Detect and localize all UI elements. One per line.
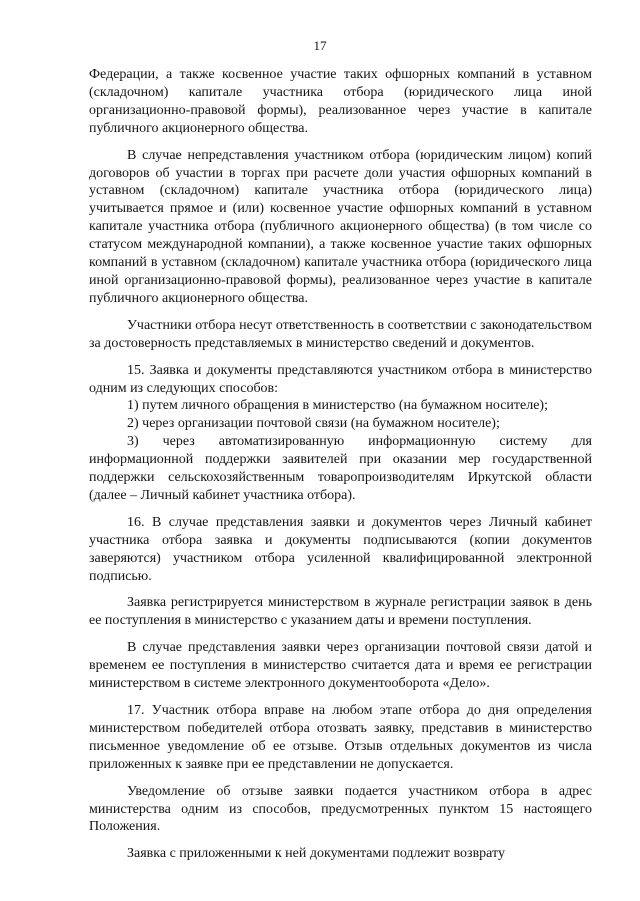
paragraph-15-method-1: 1) путем личного обращения в министерство (на бумажном носителе); — [127, 398, 548, 414]
page-number: 17 — [313, 38, 327, 53]
paragraph-17-withdrawal: 17. Участник отбора вправе на любом этапе отбора до дня определения министерством победителей отбора отозвать заявку, представив в министерство письменное уведомление об ее отзыве. Отзыв отдельных документов из числа приложенных к заявке при ее представлении не допускается. — [89, 703, 592, 772]
paragraph-15-submission: 15. Заявка и документы представляются участником отбора в министерство одним из следующих способов: — [89, 362, 592, 396]
paragraph-16-electronic: 16. В случае представления заявки и документов через Личный кабинет участника отбора заявка и документы подписываются (копии документов заверяются) участником отбора усиленной квалифицированной электронной подписью. — [89, 514, 592, 584]
paragraph-responsibility: Участники отбора несут ответственность в соответствии с законодательством за достоверность представляемых в министерство сведений и документов. — [89, 317, 592, 351]
paragraph-17-return: Заявка с приложенными к ней документами подлежит возврату — [127, 846, 505, 862]
paragraph-no-contracts: В случае непредставления участником отбора (юридическим лицом) копий договоров об участии в торгах при расчете доли участия офшорных компаний в уставном (складочном) капитале участника отбора (юридического лица) учитывается прямое и (или) косвенное участие офшорных компаний в уставном капитале участника отбора (публичного акционерного общества) (в том числе со статусом международной компании), а также косвенное участие таких офшорных компаний в уставном (складочном) капитале участника отбора (юридического лица иной организационно-правовой формы), реализованное через участие в капитале публичного акционерного общества. — [89, 147, 592, 306]
paragraph-16-registration: Заявка регистрируется министерством в журнале регистрации заявок в день ее поступления в министерство с указанием даты и времени поступления. — [89, 595, 592, 629]
document-body — [89, 66, 592, 863]
paragraph-15-method-2: 2) через организации почтовой связи (на бумажном носителе); — [127, 416, 500, 432]
paragraph-17-notice: Уведомление об отзыве заявки подается участником отбора в адрес министерства одним из способов, предусмотренных пунктом 15 настоящего Положения. — [89, 783, 592, 835]
paragraph-offshore-participation: Федерации, а также косвенное участие таких офшорных компаний в уставном (складочном) капитале участника отбора (юридического лица иной организационно-правовой формы), реализованное через участие в капитале публичного акционерного общества. — [89, 67, 592, 136]
paragraph-16-postal: В случае представления заявки через организации почтовой связи датой и временем ее поступления в министерство считается дата и время ее регистрации министерством в системе электронного документооборота «Дело». — [89, 640, 592, 692]
paragraph-15-method-3: 3) через автоматизированную информационную систему для информационной поддержки заявителей при оказании мер государственной поддержки сельскохозяйственным товаропроизводителям Иркутской области (далее – Личный кабинет участника отбора). — [89, 434, 592, 503]
